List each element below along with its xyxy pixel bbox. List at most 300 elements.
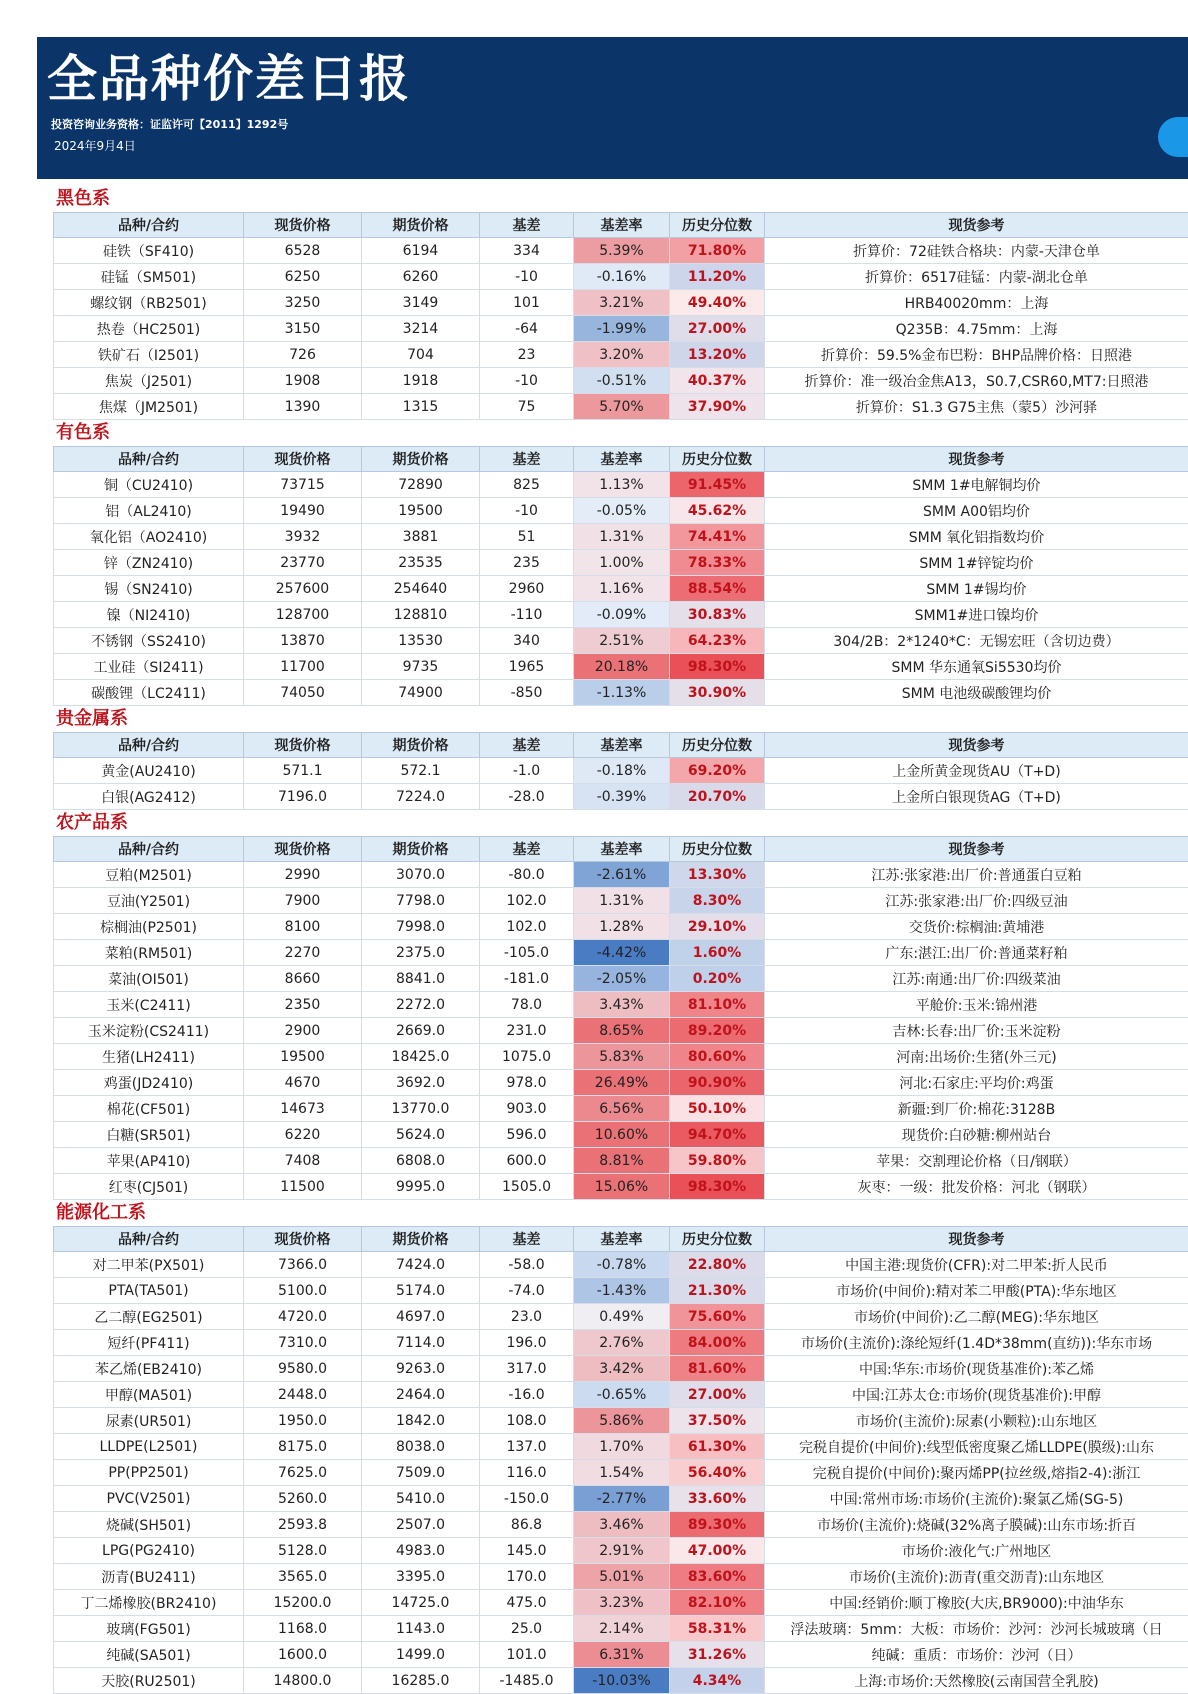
basis-cell: -105.0 (480, 940, 574, 966)
spot-price-cell: 7366.0 (244, 1252, 362, 1278)
spot-price-cell: 4670 (244, 1070, 362, 1096)
header-futures-price: 期货价格 (362, 447, 480, 472)
futures-price-cell: 3692.0 (362, 1070, 480, 1096)
table-row (54, 1278, 1188, 1304)
table-row (54, 1616, 1188, 1642)
header-variety: 品种/合约 (54, 733, 244, 758)
variety-cell: 焦炭（J2501) (54, 368, 244, 394)
basis-cell: 903.0 (480, 1096, 574, 1122)
percentile-cell: 30.90% (670, 680, 765, 706)
basis-cell: 25.0 (480, 1616, 574, 1642)
basis-cell: -16.0 (480, 1382, 574, 1408)
basis-rate-cell: 3.21% (574, 290, 670, 316)
table-row (54, 1408, 1188, 1434)
percentile-cell: 61.30% (670, 1434, 765, 1460)
table-row (54, 1096, 1188, 1122)
spot-reference-cell: 江苏:张家港:出厂价:普通蛋白豆粕 (765, 862, 1188, 888)
futures-price-cell: 13530 (362, 628, 480, 654)
futures-price-cell: 2272.0 (362, 992, 480, 1018)
variety-cell: 菜粕(RM501) (54, 940, 244, 966)
futures-price-cell: 14725.0 (362, 1590, 480, 1616)
spot-reference-cell: 完税自提价(中间价):线型低密度聚乙烯LLDPE(膜级):山东 (765, 1434, 1188, 1460)
basis-rate-cell: -1.43% (574, 1278, 670, 1304)
header-basis: 基差 (480, 733, 574, 758)
percentile-cell: 56.40% (670, 1460, 765, 1486)
basis-rate-cell: 3.23% (574, 1590, 670, 1616)
basis-cell: 334 (480, 238, 574, 264)
spot-price-cell: 9580.0 (244, 1356, 362, 1382)
percentile-cell: 40.37% (670, 368, 765, 394)
spot-price-cell: 3565.0 (244, 1564, 362, 1590)
table-row (54, 1564, 1188, 1590)
basis-cell: 86.8 (480, 1512, 574, 1538)
percentile-cell: 58.31% (670, 1616, 765, 1642)
basis-rate-cell: -0.18% (574, 758, 670, 784)
futures-price-cell: 2507.0 (362, 1512, 480, 1538)
spot-price-cell: 6528 (244, 238, 362, 264)
variety-cell: 碳酸锂（LC2411) (54, 680, 244, 706)
percentile-cell: 27.00% (670, 316, 765, 342)
header-spot-reference: 现货参考 (765, 837, 1188, 862)
header-variety: 品种/合约 (54, 837, 244, 862)
variety-cell: 氧化铝（AO2410) (54, 524, 244, 550)
variety-cell: 短纤(PF411) (54, 1330, 244, 1356)
table-row (54, 1174, 1188, 1200)
variety-cell: 棉花(CF501) (54, 1096, 244, 1122)
table-row (54, 784, 1188, 810)
basis-rate-cell: 1.31% (574, 888, 670, 914)
percentile-cell: 98.30% (670, 1174, 765, 1200)
table-header-row (54, 733, 1188, 758)
futures-price-cell: 1143.0 (362, 1616, 480, 1642)
futures-price-cell: 72890 (362, 472, 480, 498)
percentile-cell: 82.10% (670, 1590, 765, 1616)
basis-rate-cell: -1.99% (574, 316, 670, 342)
spot-price-cell: 7196.0 (244, 784, 362, 810)
header-basis-rate: 基差率 (574, 447, 670, 472)
basis-cell: 101 (480, 290, 574, 316)
basis-rate-cell: -10.03% (574, 1668, 670, 1694)
spot-reference-cell: 上海:市场价:天然橡胶(云南国营全乳胶) (765, 1668, 1188, 1694)
futures-price-cell: 3070.0 (362, 862, 480, 888)
basis-rate-cell: 3.20% (574, 342, 670, 368)
variety-cell: 豆粕(M2501) (54, 862, 244, 888)
table-row (54, 1148, 1188, 1174)
table-row (54, 1330, 1188, 1356)
percentile-cell: 88.54% (670, 576, 765, 602)
table-row (54, 1512, 1188, 1538)
basis-rate-cell: 5.83% (574, 1044, 670, 1070)
spot-price-cell: 74050 (244, 680, 362, 706)
basis-cell: 23 (480, 342, 574, 368)
percentile-cell: 4.34% (670, 1668, 765, 1694)
section-title: 有色系 (53, 420, 1188, 446)
table-row (54, 1668, 1188, 1694)
spot-price-cell: 571.1 (244, 758, 362, 784)
variety-cell: 工业硅（SI2411) (54, 654, 244, 680)
percentile-cell: 75.60% (670, 1304, 765, 1330)
spot-price-cell: 7310.0 (244, 1330, 362, 1356)
basis-cell: 1965 (480, 654, 574, 680)
basis-rate-cell: 1.31% (574, 524, 670, 550)
basis-rate-cell: -0.39% (574, 784, 670, 810)
basis-rate-cell: -0.51% (574, 368, 670, 394)
percentile-cell: 91.45% (670, 472, 765, 498)
basis-cell: -10 (480, 264, 574, 290)
futures-price-cell: 3881 (362, 524, 480, 550)
futures-price-cell: 4697.0 (362, 1304, 480, 1330)
basis-cell: 196.0 (480, 1330, 574, 1356)
percentile-cell: 29.10% (670, 914, 765, 940)
header-spot-price: 现货价格 (244, 1227, 362, 1252)
table-row (54, 1070, 1188, 1096)
spot-price-cell: 4720.0 (244, 1304, 362, 1330)
spot-reference-cell: 市场价(主流价):涤纶短纤(1.4D*38mm(直纺)):华东市场 (765, 1330, 1188, 1356)
spot-reference-cell: 江苏:张家港:出厂价:四级豆油 (765, 888, 1188, 914)
table-row (54, 342, 1188, 368)
header-futures-price: 期货价格 (362, 733, 480, 758)
variety-cell: PP(PP2501) (54, 1460, 244, 1486)
futures-price-cell: 2464.0 (362, 1382, 480, 1408)
variety-cell: 不锈钢（SS2410) (54, 628, 244, 654)
table-row (54, 758, 1188, 784)
table-row (54, 1382, 1188, 1408)
percentile-cell: 37.90% (670, 394, 765, 420)
variety-cell: 玉米(C2411) (54, 992, 244, 1018)
section-title: 能源化工系 (53, 1200, 1188, 1226)
basis-cell: 51 (480, 524, 574, 550)
spot-reference-cell: 中国:江苏太仓:市场价(现货基准价):甲醇 (765, 1382, 1188, 1408)
futures-price-cell: 6194 (362, 238, 480, 264)
basis-rate-cell: -0.09% (574, 602, 670, 628)
futures-price-cell: 5624.0 (362, 1122, 480, 1148)
percentile-cell: 64.23% (670, 628, 765, 654)
basis-cell: -850 (480, 680, 574, 706)
percentile-cell: 49.40% (670, 290, 765, 316)
table-row (54, 654, 1188, 680)
header-percentile: 历史分位数 (670, 447, 765, 472)
spot-reference-cell: SMM 1#锌锭均价 (765, 550, 1188, 576)
basis-rate-cell: -0.65% (574, 1382, 670, 1408)
futures-price-cell: 1499.0 (362, 1642, 480, 1668)
variety-cell: 菜油(OI501) (54, 966, 244, 992)
spot-reference-cell: 现货价:白砂糖:柳州站台 (765, 1122, 1188, 1148)
percentile-cell: 98.30% (670, 654, 765, 680)
variety-cell: 螺纹钢（RB2501) (54, 290, 244, 316)
basis-cell: -181.0 (480, 966, 574, 992)
percentile-cell: 33.60% (670, 1486, 765, 1512)
basis-rate-cell: 20.18% (574, 654, 670, 680)
report-header (37, 37, 1188, 179)
basis-rate-cell: 8.65% (574, 1018, 670, 1044)
header-percentile: 历史分位数 (670, 213, 765, 238)
price-table (53, 836, 1188, 1200)
percentile-cell: 80.60% (670, 1044, 765, 1070)
spot-price-cell: 2270 (244, 940, 362, 966)
table-row (54, 264, 1188, 290)
header-percentile: 历史分位数 (670, 837, 765, 862)
spot-reference-cell: 纯碱：重质：市场价：沙河（日） (765, 1642, 1188, 1668)
variety-cell: 镍（NI2410) (54, 602, 244, 628)
basis-cell: 317.0 (480, 1356, 574, 1382)
basis-cell: 2960 (480, 576, 574, 602)
basis-rate-cell: 2.91% (574, 1538, 670, 1564)
basis-cell: 102.0 (480, 914, 574, 940)
spot-price-cell: 726 (244, 342, 362, 368)
spot-reference-cell: 吉林:长春:出厂价:玉米淀粉 (765, 1018, 1188, 1044)
basis-rate-cell: -2.61% (574, 862, 670, 888)
variety-cell: 对二甲苯(PX501) (54, 1252, 244, 1278)
header-spot-price: 现货价格 (244, 447, 362, 472)
variety-cell: 玻璃(FG501) (54, 1616, 244, 1642)
header-percentile: 历史分位数 (670, 733, 765, 758)
basis-cell: 340 (480, 628, 574, 654)
futures-price-cell: 4983.0 (362, 1538, 480, 1564)
variety-cell: 苯乙烯(EB2410) (54, 1356, 244, 1382)
percentile-cell: 27.00% (670, 1382, 765, 1408)
variety-cell: 纯碱(SA501) (54, 1642, 244, 1668)
basis-cell: 75 (480, 394, 574, 420)
header-variety: 品种/合约 (54, 213, 244, 238)
spot-reference-cell: SMM 1#锡均价 (765, 576, 1188, 602)
percentile-cell: 1.60% (670, 940, 765, 966)
header-basis: 基差 (480, 837, 574, 862)
futures-price-cell: 704 (362, 342, 480, 368)
table-row (54, 368, 1188, 394)
spot-reference-cell: HRB40020mm：上海 (765, 290, 1188, 316)
variety-cell: 生猪(LH2411) (54, 1044, 244, 1070)
basis-cell: 23.0 (480, 1304, 574, 1330)
basis-rate-cell: 1.28% (574, 914, 670, 940)
spot-reference-cell: 平舱价:玉米:锦州港 (765, 992, 1188, 1018)
spot-reference-cell: 市场价(主流价):沥青(重交沥青):山东地区 (765, 1564, 1188, 1590)
basis-rate-cell: 2.76% (574, 1330, 670, 1356)
header-basis-rate: 基差率 (574, 837, 670, 862)
basis-cell: -1.0 (480, 758, 574, 784)
header-spot-price: 现货价格 (244, 733, 362, 758)
futures-price-cell: 9263.0 (362, 1356, 480, 1382)
header-spot-price: 现货价格 (244, 213, 362, 238)
spot-price-cell: 11500 (244, 1174, 362, 1200)
spot-reference-cell: 江苏:南通:出厂价:四级菜油 (765, 966, 1188, 992)
basis-rate-cell: 5.01% (574, 1564, 670, 1590)
futures-price-cell: 7114.0 (362, 1330, 480, 1356)
futures-price-cell: 254640 (362, 576, 480, 602)
futures-price-cell: 3149 (362, 290, 480, 316)
variety-cell: 乙二醇(EG2501) (54, 1304, 244, 1330)
header-basis: 基差 (480, 213, 574, 238)
spot-reference-cell: 市场价(主流价):烧碱(32%离子膜碱):山东市场:折百 (765, 1512, 1188, 1538)
report-date: 2024年9月4日 (54, 137, 136, 154)
table-row (54, 1304, 1188, 1330)
spot-reference-cell: 市场价(中间价):乙二醇(MEG):华东地区 (765, 1304, 1188, 1330)
basis-cell: 825 (480, 472, 574, 498)
table-row (54, 550, 1188, 576)
table-row (54, 1434, 1188, 1460)
spot-reference-cell: 304/2B：2*1240*C：无锡宏旺（含切边费） (765, 628, 1188, 654)
spot-reference-cell: 折算价：准一级冶金焦A13，S0.7,CSR60,MT7:日照港 (765, 368, 1188, 394)
variety-cell: 棕榈油(P2501) (54, 914, 244, 940)
basis-cell: 235 (480, 550, 574, 576)
price-table (53, 1226, 1188, 1694)
spot-reference-cell: 上金所黄金现货AU（T+D) (765, 758, 1188, 784)
basis-cell: 1075.0 (480, 1044, 574, 1070)
variety-cell: 鸡蛋(JD2410) (54, 1070, 244, 1096)
spot-reference-cell: 折算价：S1.3 G75主焦（蒙5）沙河驿 (765, 394, 1188, 420)
section-title: 农产品系 (53, 810, 1188, 836)
basis-rate-cell: 6.56% (574, 1096, 670, 1122)
header-spot-price: 现货价格 (244, 837, 362, 862)
percentile-cell: 74.41% (670, 524, 765, 550)
variety-cell: 玉米淀粉(CS2411) (54, 1018, 244, 1044)
basis-rate-cell: 10.60% (574, 1122, 670, 1148)
futures-price-cell: 18425.0 (362, 1044, 480, 1070)
table-row (54, 888, 1188, 914)
header-basis-rate: 基差率 (574, 733, 670, 758)
basis-cell: -1485.0 (480, 1668, 574, 1694)
basis-rate-cell: 2.51% (574, 628, 670, 654)
futures-price-cell: 1918 (362, 368, 480, 394)
futures-price-cell: 23535 (362, 550, 480, 576)
header-basis: 基差 (480, 1227, 574, 1252)
basis-cell: -10 (480, 368, 574, 394)
percentile-cell: 90.90% (670, 1070, 765, 1096)
report-content (53, 186, 1188, 1694)
spot-reference-cell: 上金所白银现货AG（T+D) (765, 784, 1188, 810)
table-row (54, 1356, 1188, 1382)
variety-cell: 烧碱(SH501) (54, 1512, 244, 1538)
header-percentile: 历史分位数 (670, 1227, 765, 1252)
spot-reference-cell: 完税自提价(中间价):聚丙烯PP(拉丝级,熔指2-4):浙江 (765, 1460, 1188, 1486)
header-basis-rate: 基差率 (574, 213, 670, 238)
table-row (54, 238, 1188, 264)
percentile-cell: 21.30% (670, 1278, 765, 1304)
spot-reference-cell: 浮法玻璃：5mm：大板：市场价：沙河：沙河长城玻璃（日 (765, 1616, 1188, 1642)
futures-price-cell: 3395.0 (362, 1564, 480, 1590)
futures-price-cell: 1842.0 (362, 1408, 480, 1434)
table-row (54, 1252, 1188, 1278)
spot-price-cell: 2593.8 (244, 1512, 362, 1538)
basis-cell: 137.0 (480, 1434, 574, 1460)
basis-rate-cell: 2.14% (574, 1616, 670, 1642)
spot-price-cell: 13870 (244, 628, 362, 654)
spot-price-cell: 3150 (244, 316, 362, 342)
percentile-cell: 83.60% (670, 1564, 765, 1590)
table-row (54, 316, 1188, 342)
basis-rate-cell: -0.16% (574, 264, 670, 290)
spot-price-cell: 8175.0 (244, 1434, 362, 1460)
futures-price-cell: 7798.0 (362, 888, 480, 914)
percentile-cell: 20.70% (670, 784, 765, 810)
spot-reference-cell: 中国:华东:市场价(现货基准价):苯乙烯 (765, 1356, 1188, 1382)
variety-cell: 黄金(AU2410) (54, 758, 244, 784)
spot-price-cell: 3932 (244, 524, 362, 550)
percentile-cell: 13.30% (670, 862, 765, 888)
header-spot-reference: 现货参考 (765, 213, 1188, 238)
spot-price-cell: 2350 (244, 992, 362, 1018)
spot-reference-cell: 中国:经销价:顺丁橡胶(大庆,BR9000):中油华东 (765, 1590, 1188, 1616)
variety-cell: 铁矿石（I2501) (54, 342, 244, 368)
spot-price-cell: 6250 (244, 264, 362, 290)
basis-cell: -74.0 (480, 1278, 574, 1304)
futures-price-cell: 1315 (362, 394, 480, 420)
percentile-cell: 69.20% (670, 758, 765, 784)
percentile-cell: 84.00% (670, 1330, 765, 1356)
spot-reference-cell: 广东:湛江:出厂价:普通菜籽粕 (765, 940, 1188, 966)
futures-price-cell: 74900 (362, 680, 480, 706)
basis-cell: 475.0 (480, 1590, 574, 1616)
spot-price-cell: 6220 (244, 1122, 362, 1148)
futures-price-cell: 2669.0 (362, 1018, 480, 1044)
header-futures-price: 期货价格 (362, 213, 480, 238)
percentile-cell: 13.20% (670, 342, 765, 368)
basis-rate-cell: 1.54% (574, 1460, 670, 1486)
spot-price-cell: 23770 (244, 550, 362, 576)
variety-cell: PTA(TA501) (54, 1278, 244, 1304)
variety-cell: 豆油(Y2501) (54, 888, 244, 914)
header-futures-price: 期货价格 (362, 837, 480, 862)
basis-cell: 231.0 (480, 1018, 574, 1044)
header-futures-price: 期货价格 (362, 1227, 480, 1252)
basis-cell: 170.0 (480, 1564, 574, 1590)
basis-cell: 78.0 (480, 992, 574, 1018)
basis-rate-cell: 3.46% (574, 1512, 670, 1538)
futures-price-cell: 6260 (362, 264, 480, 290)
variety-cell: 甲醇(MA501) (54, 1382, 244, 1408)
basis-cell: 978.0 (480, 1070, 574, 1096)
percentile-cell: 22.80% (670, 1252, 765, 1278)
variety-cell: 铝（AL2410) (54, 498, 244, 524)
table-row (54, 602, 1188, 628)
variety-cell: LPG(PG2410) (54, 1538, 244, 1564)
table-row (54, 576, 1188, 602)
percentile-cell: 78.33% (670, 550, 765, 576)
spot-price-cell: 5260.0 (244, 1486, 362, 1512)
spot-price-cell: 1600.0 (244, 1642, 362, 1668)
variety-cell: 苹果(AP410) (54, 1148, 244, 1174)
spot-price-cell: 14673 (244, 1096, 362, 1122)
basis-cell: 596.0 (480, 1122, 574, 1148)
basis-cell: 1505.0 (480, 1174, 574, 1200)
table-row (54, 1122, 1188, 1148)
futures-price-cell: 16285.0 (362, 1668, 480, 1694)
basis-rate-cell: -0.05% (574, 498, 670, 524)
basis-rate-cell: -4.42% (574, 940, 670, 966)
percentile-cell: 31.26% (670, 1642, 765, 1668)
spot-price-cell: 19500 (244, 1044, 362, 1070)
header-decoration (1158, 117, 1188, 157)
spot-reference-cell: 河南:出场价:生猪(外三元) (765, 1044, 1188, 1070)
percentile-cell: 8.30% (670, 888, 765, 914)
section-title: 贵金属系 (53, 706, 1188, 732)
basis-rate-cell: -0.78% (574, 1252, 670, 1278)
header-spot-reference: 现货参考 (765, 447, 1188, 472)
spot-reference-cell: 折算价：72硅铁合格块：内蒙-天津仓单 (765, 238, 1188, 264)
basis-cell: 108.0 (480, 1408, 574, 1434)
basis-rate-cell: 3.43% (574, 992, 670, 1018)
table-row (54, 498, 1188, 524)
percentile-cell: 89.30% (670, 1512, 765, 1538)
variety-cell: 白糖(SR501) (54, 1122, 244, 1148)
spot-reference-cell: 中国:常州市场:市场价(主流价):聚氯乙烯(SG-5) (765, 1486, 1188, 1512)
futures-price-cell: 572.1 (362, 758, 480, 784)
spot-reference-cell: SMM A00铝均价 (765, 498, 1188, 524)
percentile-cell: 50.10% (670, 1096, 765, 1122)
spot-price-cell: 257600 (244, 576, 362, 602)
futures-price-cell: 8841.0 (362, 966, 480, 992)
basis-cell: -150.0 (480, 1486, 574, 1512)
basis-rate-cell: -2.77% (574, 1486, 670, 1512)
